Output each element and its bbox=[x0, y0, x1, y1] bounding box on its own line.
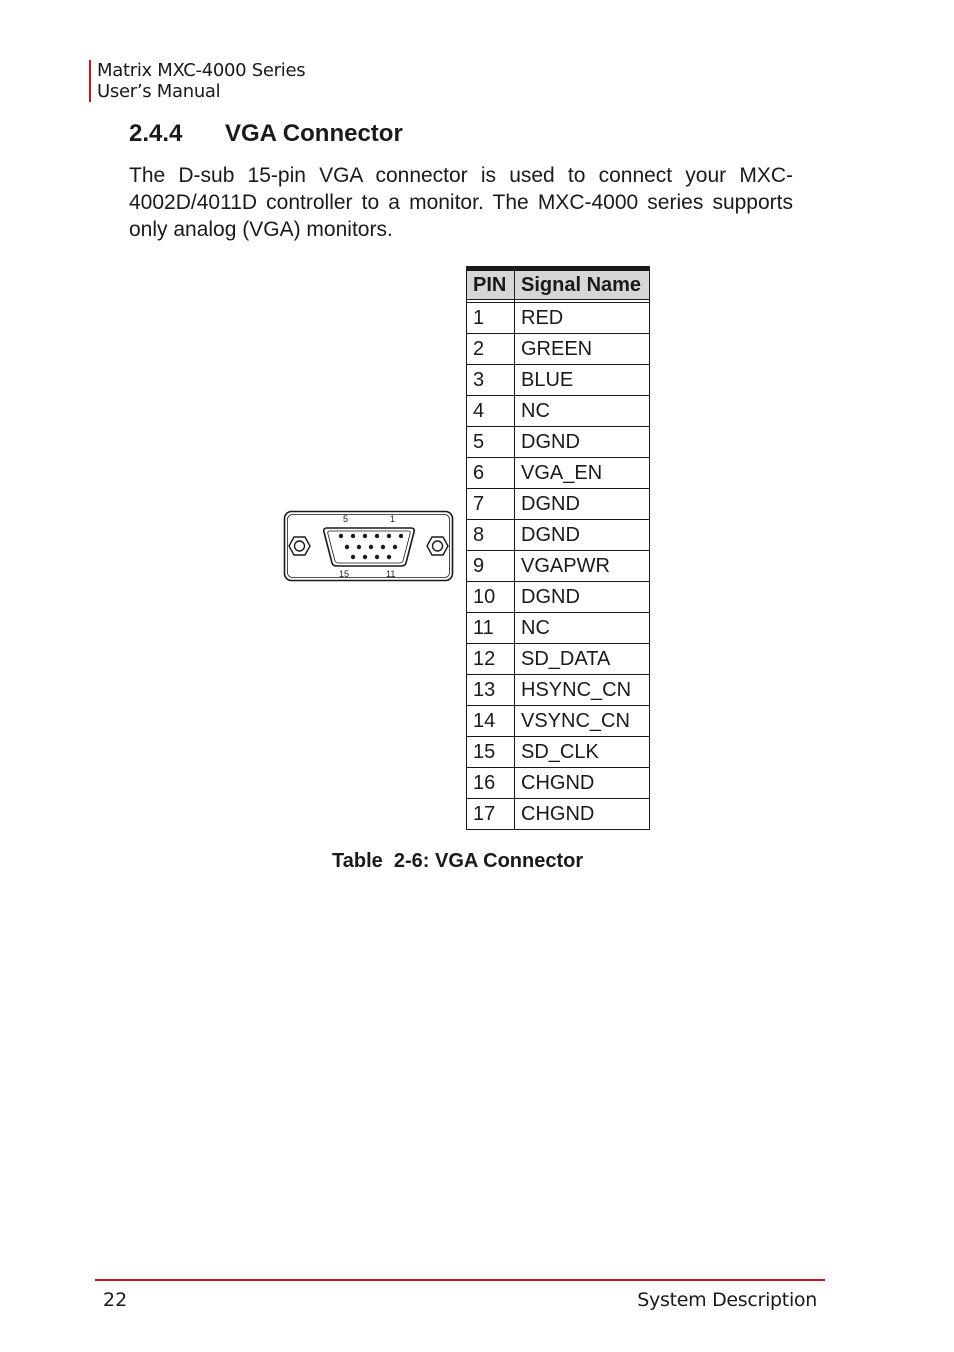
pin-label-5: 5 bbox=[343, 514, 349, 524]
signal-name-cell: GREEN bbox=[515, 334, 650, 365]
table-row bbox=[467, 334, 650, 365]
table-row bbox=[467, 768, 650, 799]
table-row bbox=[467, 489, 650, 520]
signal-name-cell: NC bbox=[515, 613, 650, 644]
pin-number-cell: 1 bbox=[467, 303, 515, 334]
pin-number-cell: 6 bbox=[467, 458, 515, 489]
pin-number-cell: 7 bbox=[467, 489, 515, 520]
pin-number-cell: 14 bbox=[467, 706, 515, 737]
signal-name-cell: VSYNC_CN bbox=[515, 706, 650, 737]
table-row bbox=[467, 582, 650, 613]
signal-name-cell: SD_CLK bbox=[515, 737, 650, 768]
running-header bbox=[89, 60, 305, 102]
footer-section-name: System Description bbox=[637, 1289, 817, 1311]
footer-divider bbox=[95, 1279, 825, 1281]
signal-name-cell: SD_DATA bbox=[515, 644, 650, 675]
table-caption: Table 2-6: VGA Connector bbox=[332, 850, 584, 872]
column-header-pin: PIN bbox=[467, 269, 515, 300]
signal-name-cell: CHGND bbox=[515, 768, 650, 799]
table-header-row bbox=[467, 269, 650, 300]
table-row bbox=[467, 737, 650, 768]
pin-number-cell: 2 bbox=[467, 334, 515, 365]
left-screw-icon bbox=[289, 537, 310, 555]
pin-number-cell: 10 bbox=[467, 582, 515, 613]
pin-number-cell: 16 bbox=[467, 768, 515, 799]
signal-name-cell: DGND bbox=[515, 582, 650, 613]
table-row bbox=[467, 675, 650, 706]
table-row bbox=[467, 396, 650, 427]
signal-name-cell: DGND bbox=[515, 427, 650, 458]
connector-pins bbox=[339, 534, 403, 559]
dsub-connector-drawing bbox=[283, 510, 455, 584]
signal-name-cell: DGND bbox=[515, 520, 650, 551]
signal-name-cell: NC bbox=[515, 396, 650, 427]
vga-connector-diagram bbox=[283, 510, 455, 589]
pin-label-1: 1 bbox=[390, 514, 396, 524]
table-row bbox=[467, 427, 650, 458]
table-row bbox=[467, 706, 650, 737]
pin-number-cell: 5 bbox=[467, 427, 515, 458]
right-screw-icon bbox=[427, 537, 448, 555]
pin-number-cell: 9 bbox=[467, 551, 515, 582]
signal-name-cell: VGAPWR bbox=[515, 551, 650, 582]
section-number: 2.4.4 bbox=[129, 120, 183, 147]
table-row bbox=[467, 551, 650, 582]
section-body-text: The D-sub 15-pin VGA connector is used to connect your MXC-4002D/4011D controller to a monitor. The MXC-4000 series supports only analog (VGA) monitors. bbox=[129, 164, 793, 241]
header-product-title: Matrix MXC-4000 Series bbox=[97, 60, 306, 81]
table-row bbox=[467, 303, 650, 334]
table-row bbox=[467, 520, 650, 551]
vga-pinout-table bbox=[466, 266, 650, 830]
pin-number-cell: 17 bbox=[467, 799, 515, 830]
page-number: 22 bbox=[103, 1289, 128, 1311]
signal-name-cell: HSYNC_CN bbox=[515, 675, 650, 706]
table-row bbox=[467, 644, 650, 675]
pin-label-15: 15 bbox=[339, 569, 350, 579]
table-row bbox=[467, 613, 650, 644]
signal-name-cell: DGND bbox=[515, 489, 650, 520]
pin-number-cell: 11 bbox=[467, 613, 515, 644]
pin-number-cell: 15 bbox=[467, 737, 515, 768]
signal-name-cell: RED bbox=[515, 303, 650, 334]
signal-name-cell: CHGND bbox=[515, 799, 650, 830]
pin-number-cell: 13 bbox=[467, 675, 515, 706]
table-row bbox=[467, 458, 650, 489]
column-header-signal-name: Signal Name bbox=[515, 269, 650, 300]
section-heading bbox=[129, 120, 403, 148]
table-body bbox=[467, 300, 650, 830]
pin-number-cell: 12 bbox=[467, 644, 515, 675]
signal-name-cell: VGA_EN bbox=[515, 458, 650, 489]
pin-number-cell: 4 bbox=[467, 396, 515, 427]
pin-label-11: 11 bbox=[386, 569, 396, 579]
pin-number-cell: 8 bbox=[467, 520, 515, 551]
pin-number-cell: 3 bbox=[467, 365, 515, 396]
signal-name-cell: BLUE bbox=[515, 365, 650, 396]
table-row bbox=[467, 365, 650, 396]
table-row bbox=[467, 799, 650, 830]
section-title: VGA Connector bbox=[225, 120, 403, 147]
header-manual-title: User’s Manual bbox=[97, 81, 221, 102]
